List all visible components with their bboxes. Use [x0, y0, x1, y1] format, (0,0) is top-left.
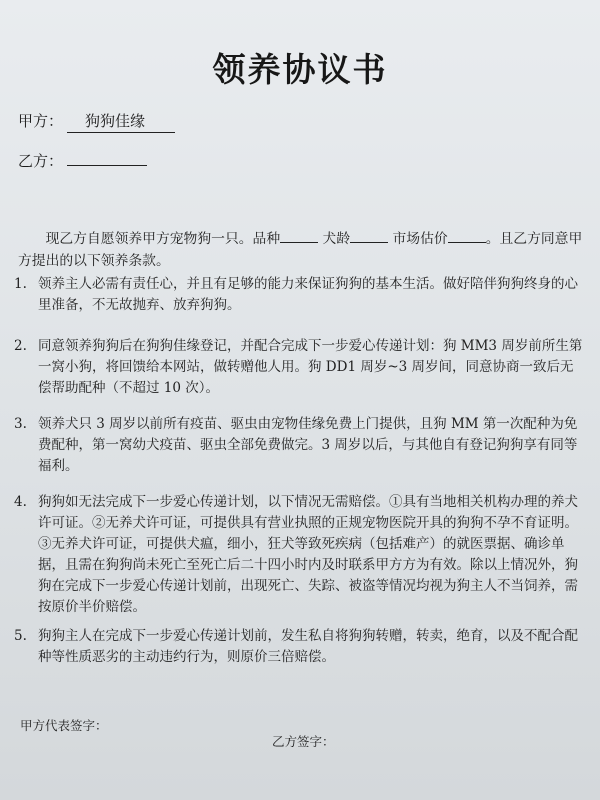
breed-blank	[280, 230, 318, 243]
party-a-line	[18, 110, 175, 133]
document-title: 领养协议书	[212, 50, 388, 89]
clause-1	[14, 274, 584, 316]
intro-text-1: 现乙方自愿领养甲方宠物狗一只。品种	[45, 231, 281, 247]
clause-3	[14, 414, 584, 477]
clause-number: 5.	[14, 628, 27, 644]
clause-number: 2.	[14, 338, 27, 354]
party-a-label: 甲方：	[18, 112, 64, 130]
clause-number: 1.	[14, 276, 27, 292]
clause-text: 同意领养狗狗后在狗狗佳缘登记，并配合完成下一步爱心传递计划：狗 MM3 周岁前所生第一窝小狗，将回馈给本网站，做转赠他人用。狗 DD1 周岁~3 周岁间，同意协商一致后无偿帮助配种（不超过 10 次）。	[38, 338, 583, 396]
intro-text-4: 。且乙方同意甲方提出的以下领养条款。	[18, 231, 583, 269]
clause-5	[14, 626, 584, 668]
party-a-value: 狗狗佳缘	[67, 110, 175, 133]
intro-text-2: 犬龄	[322, 231, 351, 247]
clause-number: 4.	[14, 494, 27, 510]
signature-party-a: 甲方代表签字：	[20, 718, 108, 733]
clause-text: 狗狗主人在完成下一步爱心传递计划前，发生私自将狗狗转赠，转卖，绝育，以及不配合配种等性质恶劣的主动违约行为，则原价三倍赔偿。	[38, 628, 578, 665]
clause-4	[14, 492, 584, 618]
clause-2	[14, 336, 584, 399]
clause-text: 领养主人必需有责任心，并且有足够的能力来保证狗狗的基本生活。做好陪伴狗狗终身的心里准备，不无故抛弃、放弃狗狗。	[38, 276, 578, 313]
clause-text: 狗狗如无法完成下一步爱心传递计划，以下情况无需赔偿。①具有当地相关机构办理的养犬许可证。②无养犬许可证，可提供具有营业执照的正规宠物医院开具的狗狗不孕不育证明。③无养犬许可证，可提供犬瘟，细小，狂犬等致死疾病（包括难产）的就医票据、确诊单据，且需在狗狗尚未死亡至死亡后二十四小时内及时联系甲方方为有效。除以上情况外，狗狗在完成下一步爱心传递计划前，出现死亡、失踪、被盗等情况均视为狗主人不当饲养，需按原价半价赔偿。	[38, 494, 578, 615]
price-blank	[448, 230, 486, 243]
party-b-label: 乙方：	[18, 152, 64, 170]
intro-text-3: 市场估价	[392, 231, 448, 247]
signature-party-b: 乙方签字：	[272, 734, 335, 749]
party-b-blank	[67, 165, 147, 166]
intro-paragraph	[18, 228, 584, 272]
party-b-line	[18, 150, 147, 171]
clause-number: 3.	[14, 416, 27, 432]
clause-text: 领养犬只 3 周岁以前所有疫苗、驱虫由宠物佳缘免费上门提供，且狗 MM 第一次配种为免费配种，第一窝幼犬疫苗、驱虫全部免费做完。3 周岁以后，与其他自有登记狗狗享有同等福利。	[38, 416, 578, 474]
age-blank	[350, 230, 388, 243]
